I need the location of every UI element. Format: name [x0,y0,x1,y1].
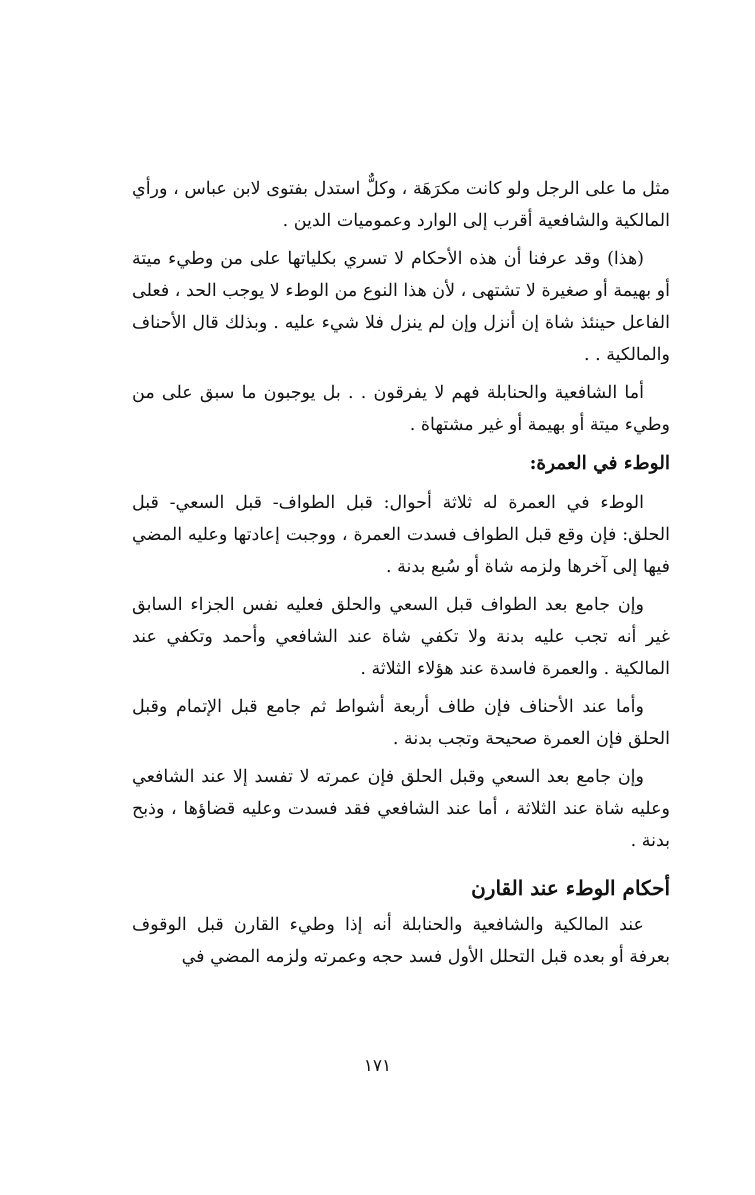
paragraph: وأما عند الأحناف فإن طاف أربعة أشواط ثم جامع قبل الإتمام وقبل الحلق فإن العمرة صحيحة وتجب بدنة . [132,697,670,749]
paragraph: أما الشافعية والحنابلة فهم لا يفرقون . . بل يوجبون ما سبق على من وطيء ميتة أو بهيمة أو غير مشتهاة . [132,383,670,435]
paragraph: الوطء في العمرة له ثلاثة أحوال: قبل الطواف- قبل السعي- قبل الحلق: فإن وقع قبل الطواف فسدت العمرة ، ووجبت إعادتها وعليه المضي فيها إلى آخرها ولزمه شاة أو سُبع بدنة . [132,493,670,577]
paragraph: عند المالكية والشافعية والحنابلة أنه إذا وطيء القارن قبل الوقوف بعرفة أو بعده قبل التحلل الأول فسد حجه وعمرته ولزمه المضي في [132,915,670,967]
paragraph: وإن جامع بعد الطواف قبل السعي والحلق فعليه نفس الجزاء السابق غير أنه تجب عليه بدنة ولا تكفي شاة عند الشافعي وأحمد وتكفي عند المالكية . والعمرة فاسدة عند هؤلاء الثلاثة . [132,595,670,679]
page-number: ١٧١ [363,1056,392,1076]
section-heading-qarin: أحكام الوطء عند القارن [471,876,670,900]
paragraph: (هذا) وقد عرفنا أن هذه الأحكام لا تسري بكلياتها على من وطيء ميتة أو بهيمة أو صغيرة لا تشتهى ، لأن هذا النوع من الوطء لا يوجب الحد ، فعلى الفاعل حينئذ شاة إن أنزل وإن لم ينزل فلا شيء عليه . وبذلك قال الأحناف والمالكية . . [132,249,670,365]
paragraph: مثل ما على الرجل ولو كانت مكرَهَة ، وكلٌّ استدل بفتوى لابن عباس ، ورأي المالكية والشافعية أقرب إلى الوارد وعموميات الدين . [132,179,670,231]
paragraph: وإن جامع بعد السعي وقبل الحلق فإن عمرته لا تفسد إلا عند الشافعي وعليه شاة عند الثلاثة ، أما عند الشافعي فقد فسدت وعليه قضاؤها ، وذبح بدنة . [132,767,670,851]
page-body [132,173,670,973]
section-heading-umrah: الوطء في العمرة: [529,453,670,474]
